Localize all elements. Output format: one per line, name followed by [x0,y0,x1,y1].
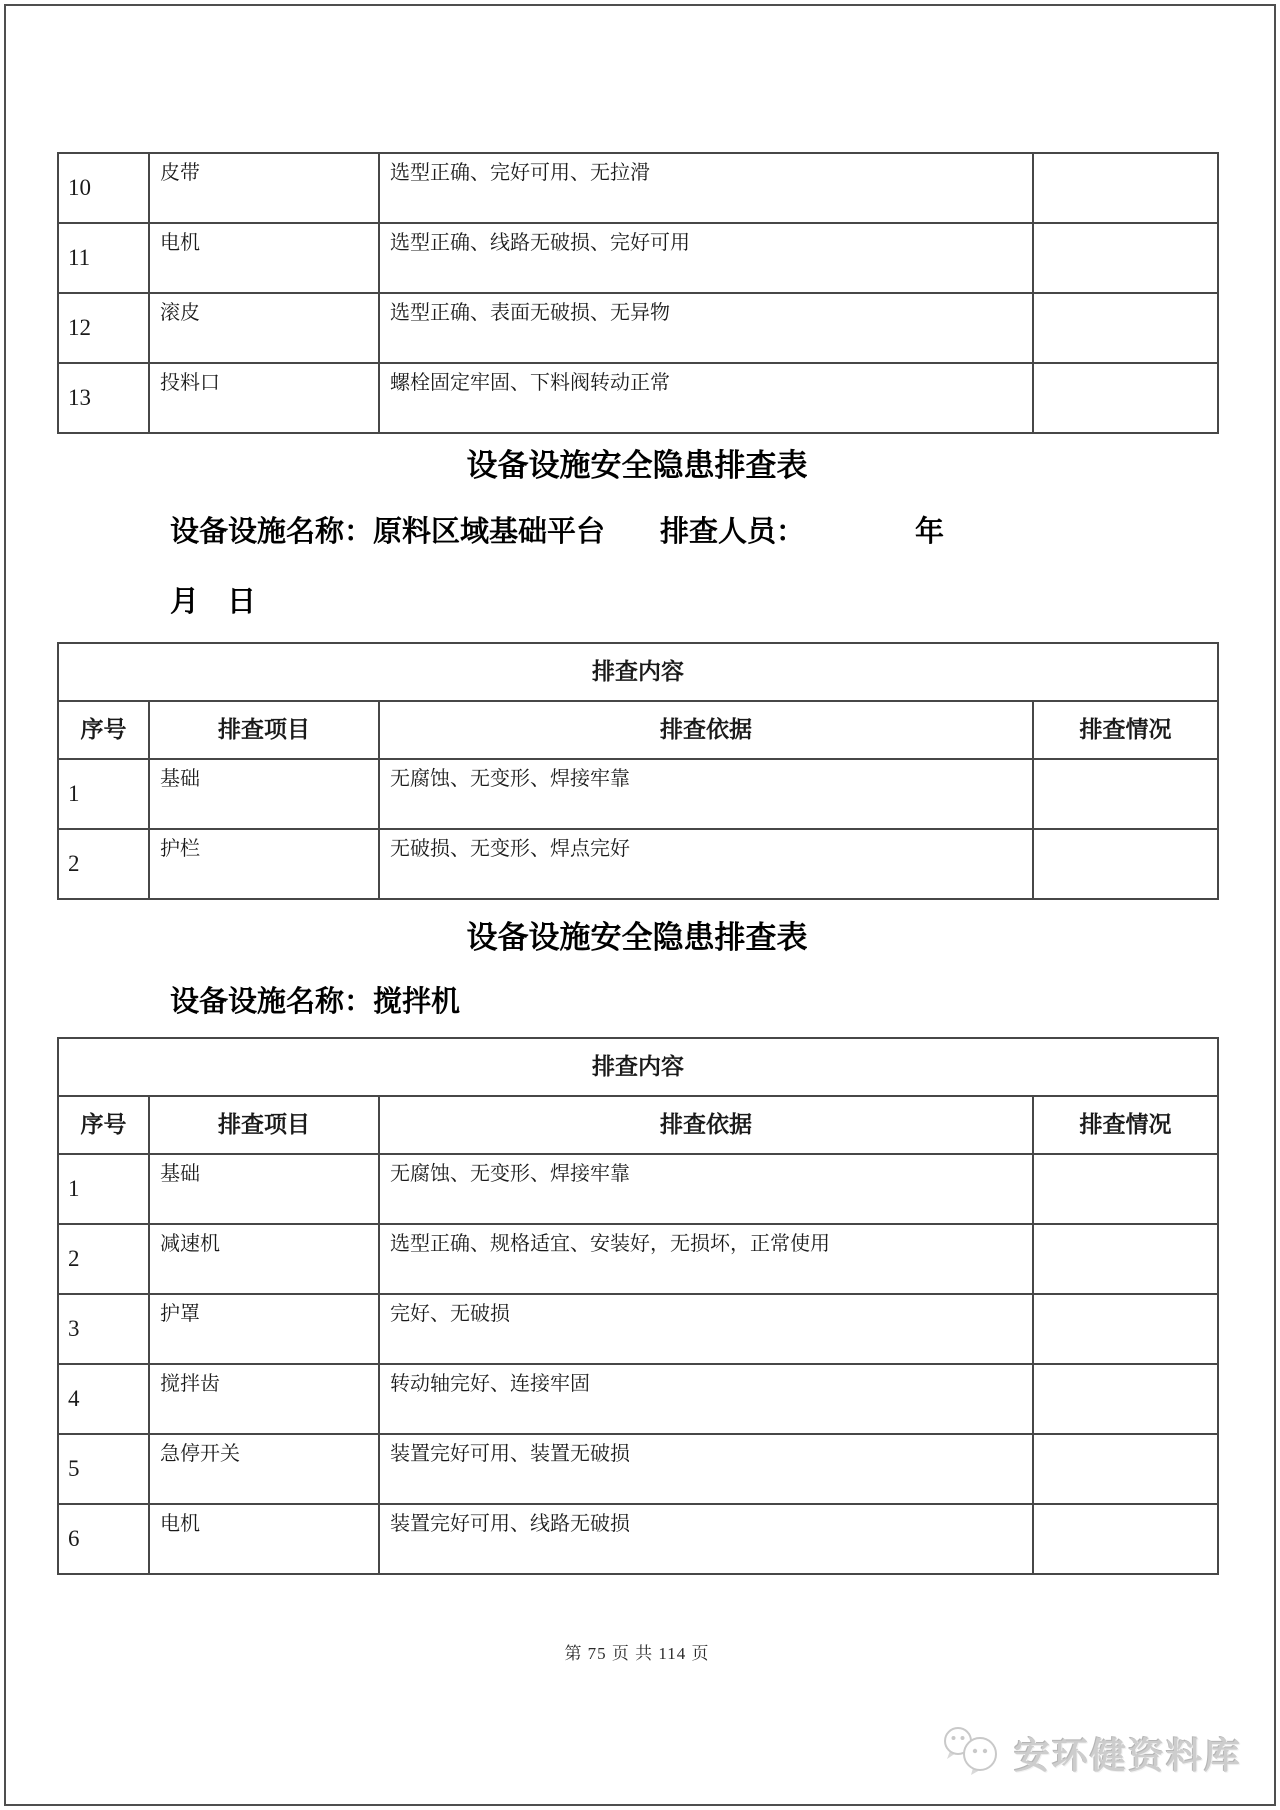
year-label: 年 [915,516,945,548]
column-header-no: 序号 [58,1096,149,1154]
column-header-item: 排查项目 [149,1096,379,1154]
table-merged-header-row [58,643,1218,701]
status-cell [1033,1504,1218,1574]
item-cell: 滚皮 [149,293,379,363]
basis-cell: 装置完好可用、装置无破损 [379,1434,1033,1504]
device-name-label: 设备设施名称：搅拌机 [170,986,461,1018]
row-number-cell: 12 [58,293,149,363]
watermark [940,1724,1242,1783]
table-header-cell: 排查内容 [58,643,1218,701]
status-cell [1033,293,1218,363]
month-label: 月 [170,586,200,618]
column-header-no: 序号 [58,701,149,759]
status-cell [1033,1364,1218,1434]
page-number-footer: 第 75 页 共 114 页 [564,1644,710,1663]
table-row [58,293,1218,363]
table-merged-header-row [58,1038,1218,1096]
table-row [58,223,1218,293]
row-number-cell: 4 [58,1364,149,1434]
status-cell [1033,759,1218,829]
item-cell: 基础 [149,759,379,829]
row-number-cell: 1 [58,1154,149,1224]
item-cell: 急停开关 [149,1434,379,1504]
month-day-line [57,584,1217,620]
watermark-text: 安环健资料库 [1013,1735,1242,1776]
column-header-item: 排查项目 [149,701,379,759]
status-cell [1033,363,1218,433]
device-name-line [57,984,1217,1020]
basis-cell: 选型正确、表面无破损、无异物 [379,293,1033,363]
row-number-cell: 11 [58,223,149,293]
row-number-cell: 2 [58,829,149,899]
table-row [58,363,1218,433]
row-number-cell: 5 [58,1434,149,1504]
section-title: 设备设施安全隐患排查表 [466,448,808,483]
column-header-status: 排查情况 [1033,1096,1218,1154]
basis-cell: 完好、无破损 [379,1294,1033,1364]
status-cell [1033,1154,1218,1224]
section-title: 设备设施安全隐患排查表 [466,920,808,955]
basis-cell: 无腐蚀、无变形、焊接牢靠 [379,759,1033,829]
table-row [58,1434,1218,1504]
table-row [58,1224,1218,1294]
table-header-cell: 排查内容 [58,1038,1218,1096]
device-name-label: 设备设施名称：原料区域基础平台 [170,516,606,548]
row-number-cell: 2 [58,1224,149,1294]
basis-cell: 选型正确、线路无破损、完好可用 [379,223,1033,293]
row-number-cell: 3 [58,1294,149,1364]
table-row [58,1154,1218,1224]
basis-cell: 选型正确、完好可用、无拉滑 [379,153,1033,223]
column-header-basis: 排查依据 [379,701,1033,759]
row-number-cell: 10 [58,153,149,223]
chat-bubbles-icon [940,1724,1006,1783]
status-cell [1033,829,1218,899]
row-number-cell: 1 [58,759,149,829]
row-number-cell: 6 [58,1504,149,1574]
table-row [58,1294,1218,1364]
inspection-table-foundation-platform [57,642,1219,900]
column-header-status: 排查情况 [1033,701,1218,759]
basis-cell: 选型正确、规格适宜、安装好，无损坏，正常使用 [379,1224,1033,1294]
column-header-basis: 排查依据 [379,1096,1033,1154]
basis-cell: 转动轴完好、连接牢固 [379,1364,1033,1434]
basis-cell: 螺栓固定牢固、下料阀转动正常 [379,363,1033,433]
status-cell [1033,1294,1218,1364]
row-number-cell: 13 [58,363,149,433]
item-cell: 电机 [149,1504,379,1574]
item-cell: 投料口 [149,363,379,433]
item-cell: 皮带 [149,153,379,223]
table-row [58,829,1218,899]
inspection-table-mixer [57,1037,1219,1575]
item-cell: 减速机 [149,1224,379,1294]
continuation-inspection-table [57,152,1219,434]
table-row [58,153,1218,223]
table-row [58,1364,1218,1434]
status-cell [1033,153,1218,223]
table-column-header-row [58,701,1218,759]
basis-cell: 无破损、无变形、焊点完好 [379,829,1033,899]
status-cell [1033,223,1218,293]
status-cell [1033,1224,1218,1294]
item-cell: 搅拌齿 [149,1364,379,1434]
page-content [57,0,1217,1665]
table-row [58,1504,1218,1574]
inspector-label: 排查人员： [660,516,806,548]
status-cell [1033,1434,1218,1504]
basis-cell: 无腐蚀、无变形、焊接牢靠 [379,1154,1033,1224]
table-row [58,759,1218,829]
item-cell: 电机 [149,223,379,293]
device-name-line [57,514,1217,550]
item-cell: 护栏 [149,829,379,899]
item-cell: 基础 [149,1154,379,1224]
table-column-header-row [58,1096,1218,1154]
day-label: 日 [227,586,257,618]
basis-cell: 装置完好可用、线路无破损 [379,1504,1033,1574]
item-cell: 护罩 [149,1294,379,1364]
